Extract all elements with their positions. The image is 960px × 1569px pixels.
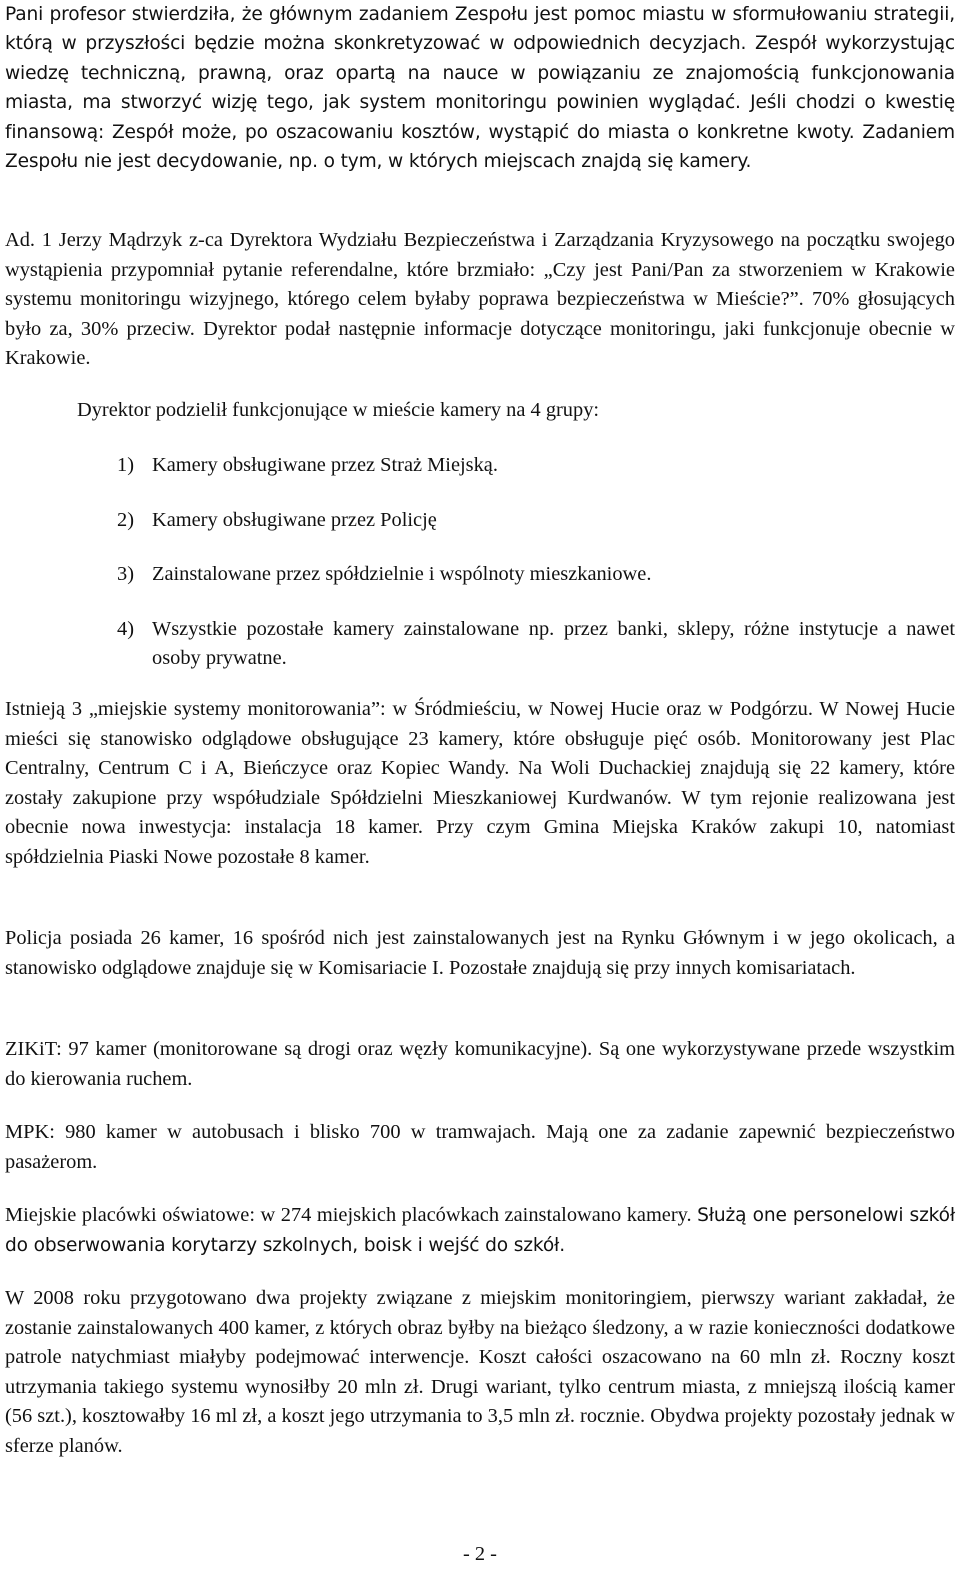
- paragraph-director-speech: Ad. 1 Jerzy Mądrzyk z-ca Dyrektora Wydziału Bezpieczeństwa i Zarządzania Kryzysowego na początku swojego wystąpienia przypomniał pytanie referendalne, które brzmiało: „Czy jest Pani/Pan za stworzeniem w Krakowie systemu monitoringu wizyjnego, którego celem byłaby poprawa bezpieczeństwa w Mieście?”. 70% głosujących było za, 30% przeciw. Dyrektor podał następnie informacje dotyczące monitoringu, jaki funkcjonuje obecnie w Krakowie.: [5, 229, 955, 370]
- camera-groups-intro: Dyrektor podzielił funkcjonujące w mieście kamery na 4 grupy:: [77, 399, 600, 421]
- list-item-number: 2): [117, 508, 134, 531]
- camera-groups-list: [5, 451, 955, 674]
- paragraph-team-task: Pani profesor stwierdziła, że głównym zadaniem Zespołu jest pomoc miastu w sformułowaniu strategii, którą w przyszłości będzie można skonkretyzować w odpowiednich decyzjach. Zespół wykorzystując wiedzę techniczną, prawną, oraz opartą na nauce w powiązaniu ze znajomością funkcjonowania miasta, ma stworzyć wizję tego, jak system monitoringu powinien wyglądać. Jeśli chodzi o kwestię finansową: Zespół może, po oszacowaniu kosztów, wystąpić do miasta o konkretne kwoty. Zadaniem Zespołu nie jest decydowanie, np. o tym, w których miejscach znajdą się kamery.: [5, 4, 955, 173]
- page-number: - 2 -: [463, 1543, 497, 1565]
- paragraph-zikit: ZIKiT: 97 kamer (monitorowane są drogi oraz węzły komunikacyjne). Są one wykorzystywane przede wszystkim do kierowania ruchem.: [5, 1038, 955, 1090]
- paragraph-city-systems: Istnieją 3 „miejskie systemy monitorowania”: w Śródmieściu, w Nowej Hucie oraz w Podgórzu. W Nowej Hucie mieści się stanowisko odglądowe obsługujące 23 kamery, które obsługuje pięć osób. Monitorowany jest Plac Centralny, Centrum C i A, Bieńczyce oraz Kopiec Wandy. Na Woli Duchackiej znajdują się 22 kamery, które zostały zakupione przy współudziale Spółdzielni Mieszkaniowej Kurdwanów. W tym rejonie realizowana jest obecnie nowa inwestycja: instalacja 18 kamer. Przy czym Gmina Miejska Kraków zakupi 10, natomiast spółdzielnia Piaski Nowe pozostałe 8 kamer.: [5, 698, 955, 868]
- list-item: [5, 615, 955, 674]
- list-item-text: Kamery obsługiwane przez Policję: [152, 508, 437, 531]
- list-item: [5, 560, 955, 590]
- list-item-number: 3): [117, 563, 134, 586]
- paragraph-schools-part1: Miejskie placówki oświatowe: w 274 miejskich placówkach zainstalowano kamery.: [5, 1204, 698, 1226]
- list-item: [5, 506, 955, 536]
- paragraph-schools-part2: Służą one personelowi szkół do obserwowania korytarzy szkolnych, boisk i wejść do szkół.: [5, 1205, 956, 1256]
- list-item-number: 1): [117, 454, 134, 476]
- list-item-text: Zainstalowane przez spółdzielnie i wspólnoty mieszkaniowe.: [152, 563, 652, 586]
- paragraph-police: Policja posiada 26 kamer, 16 spośród nich jest zainstalowanych jest na Rynku Głównym i w jego okolicach, a stanowisko odglądowe znajduje się w Komisariacie I. Pozostałe znajdują się przy innych komisariatach.: [5, 927, 955, 979]
- list-item-text: Wszystkie pozostałe kamery zainstalowane np. przez banki, sklepy, różne instytucje a nawet osoby prywatne.: [152, 617, 955, 670]
- paragraph-2008-projects: W 2008 roku przygotowano dwa projekty związane z miejskim monitoringiem, pierwszy wariant zakładał, że zostanie zainstalowanych 400 kamer, z których obraz byłby na bieżąco śledzony, a w razie konieczności dodatkowe patrole natychmiast miałyby podejmować interwencje. Koszt całości oszacowano na 60 mln zł. Roczny koszt utrzymania takiego systemu wynosiłby 20 mln zł. Drugi wariant, tylko centrum miasta, z mniejszą ilością kamer (56 szt.), kosztowałby 16 ml zł, a koszt jego utrzymania to 3,5 mln zł. rocznie. Obydwa projekty pozostały jednak w sferze planów.: [5, 1287, 955, 1457]
- list-item: [5, 451, 955, 481]
- paragraph-schools: [5, 1201, 955, 1260]
- list-item-number: 4): [117, 617, 134, 640]
- list-item-text: Kamery obsługiwane przez Straż Miejską.: [152, 454, 498, 476]
- paragraph-mpk: MPK: 980 kamer w autobusach i blisko 700 w tramwajach. Mają one za zadanie zapewnić bezpieczeństwo pasażerom.: [5, 1121, 955, 1173]
